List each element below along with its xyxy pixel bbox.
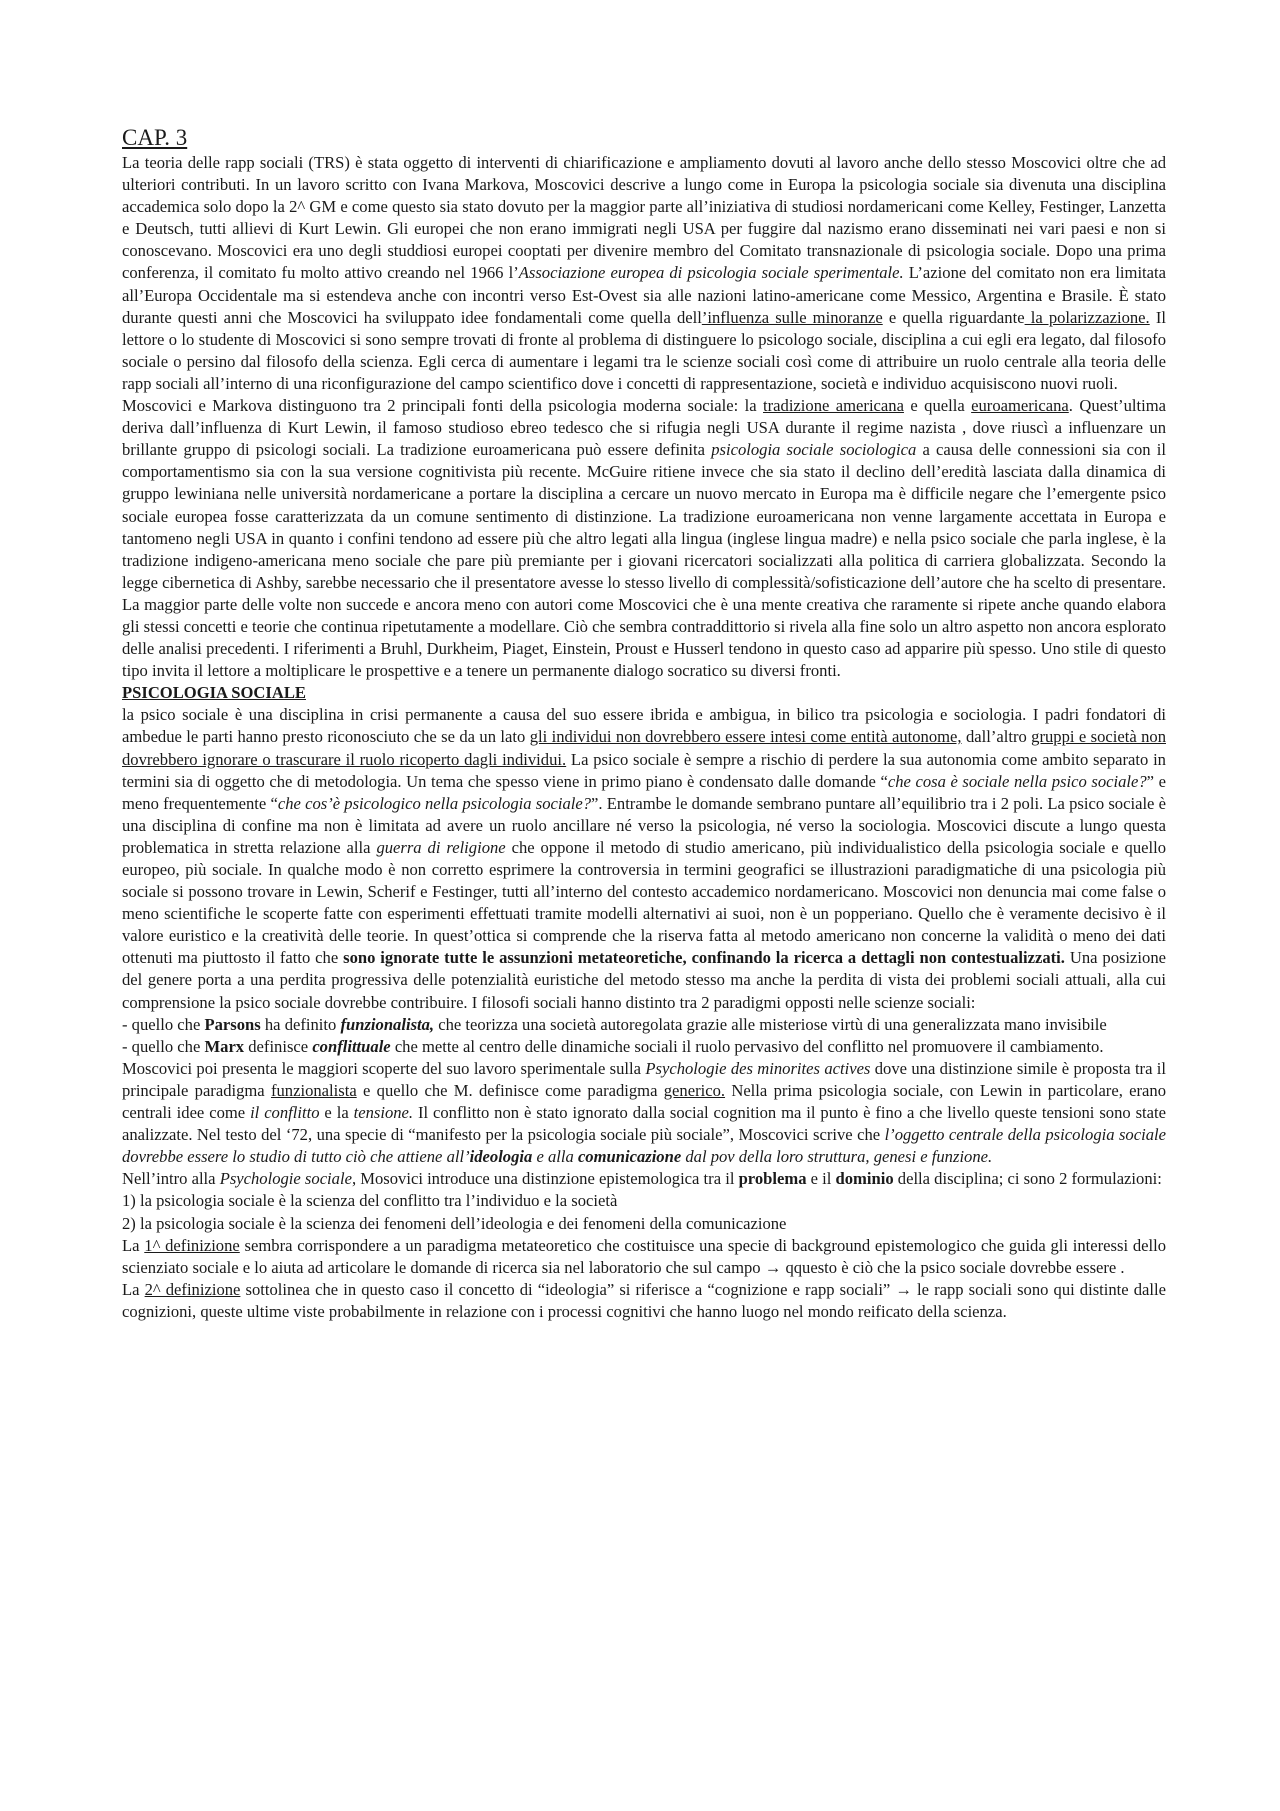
text-run: 2) la psicologia sociale è la scienza dei fenomeni dell’ideologia e dei fenomeni della comunicazione [122,1213,787,1233]
text-run: Psychologie des minorites actives [645,1058,871,1078]
text-run: Marx [204,1036,245,1056]
text-run: l’oggetto centrale della psicologia sociale dovrebbe essere lo studio di tutto ciò che attiene all’ [122,1125,1166,1167]
text-run: La teoria delle rapp sociali (TRS) è stata oggetto di interventi di chiarificazione e ampliamento dovuti al lavoro anche dello stesso Moscovici oltre che ad ulteriori contributi. In un lavoro scritto con Ivana Markova, Moscovici descrive a lungo come in Europa la psicologia sociale sia divenuta una disciplina accademica solo dopo la 2^ GM e come questo sia stato dovuto per la maggior parte all’iniziativa di studiosi nordamericani come Kelley, Festinger, Lanzetta e Deutsch, tutti allievi di Kurt Lewin. Gli europei che non erano immigrati negli USA per fuggire dal nazismo erano disseminati nei vari paesi e non si conoscevano. Moscovici era uno degli studdiosi europei cooptati per divenire membro del Comitato transnazionale di psicologia sociale. Dopo una prima conferenza, il comitato fu molto attivo creando nel 1966 l’ [122,153,1166,283]
text-run: Il conflitto non è stato ignorato dalla social cognition ma il punto è fino a che livello queste tensioni sono state analizzate. Nel testo del ‘72, una specie di “manifesto per la psicologia sociale più sociale”, Moscovici scrive che [122,1103,1166,1145]
intro-paragraph-1 [122,152,1166,395]
text-run: Nell’intro alla [122,1169,220,1189]
paradigm-item-parsons [122,1014,1166,1036]
text-run: La [122,1279,145,1299]
text-run: La psico sociale è sempre a rischio di perdere la sua autonomia come ambito separato in termini sia di oggetto che di metodologia. Un tema che spesso viene in primo piano è condensato dalle domande “ [122,749,1166,791]
text-run: dall’altro [961,727,1032,747]
text-run: ideologia [469,1147,533,1167]
text-run: psicologia sociale sociologica [711,440,917,460]
text-run: Moscovici poi presenta le maggiori scoperte del suo lavoro sperimentale sulla [122,1058,646,1078]
text-run: Il lettore o lo studente di Moscovici si sono sempre trovati di fronte al problema di distinguere lo psicologo sociale, disciplina a cui egli era legato, dal filosofo sociale o persino dal filosofo della scienza. Egli cerca di aumentare i legami tra le scienze sociali così come di attribuire un ruolo centrale alla teoria delle rapp sociali all’interno di una riconfigurazione del campo scientifico dove i concetti di rappresentazione, società e individuo acquisiscono nuovi ruoli. [122,307,1166,393]
text-run: Nella prima psicologia sociale, con Lewin in particolare, erano centrali idee come [122,1080,1167,1123]
text-run: 1) la psicologia sociale è la scienza del conflitto tra l’individuo e la società [122,1191,618,1211]
text-run: guerra di religione [376,837,506,857]
text-run: 1^ definizione [144,1235,240,1255]
text-run: la polarizzazione. [1024,307,1150,327]
text-run: funzionalista, [340,1014,435,1034]
chapter-title: CAP. 3 [122,125,188,150]
text-run: problema [738,1169,807,1189]
definition-paragraph-1 [122,1235,1166,1279]
text-run: e quella riguardante [882,307,1025,327]
text-run: e il [806,1169,836,1189]
text-run: che cos’è psicologico nella psicologia sociale? [277,793,592,813]
section-paragraph-1 [122,704,1166,1013]
text-run: comunicazione [577,1147,682,1167]
text-run: Parsons [204,1014,261,1034]
text-run: dove una distinzione simile è proposta tra il principale paradigma [122,1058,1167,1100]
text-run: ”. Entrambe le domande sembrano puntare all’equilibrio tra i 2 poli. La psico sociale è una disciplina di confine ma non è limitata ad avere un ruolo ancillare né verso la psicologia, né verso la sociologia. Moscovici discute a lungo questa problematica in stretta relazione alla [122,793,1166,857]
text-run: conflittuale [312,1036,391,1056]
definition-paragraph-2 [122,1279,1166,1323]
text-run: la psico sociale è una disciplina in crisi permanente a causa del suo essere ibrida e ambigua, in bilico tra psicologia e sociologia. I padri fondatori di ambedue le parti hanno presto riconosciuto che se da un lato [122,705,1166,747]
text-run: definisce [244,1036,313,1056]
text-run: e alla [532,1147,578,1167]
text-run: il conflitto [250,1103,320,1123]
text-run: ” e meno frequentemente “ [122,771,1166,813]
text-run: gli individui non dovrebbero essere intesi come entità autonome, [529,727,962,747]
text-run: La [122,1235,145,1255]
text-run: a causa delle connessioni sia con il comportamentismo sia con la sua versione cognitivista più recente. McGuire ritiene invece che sia stato il declino dell’eredità lasciata dalla dinamica di gruppo lewiniana nelle università nordamericane a portare la disciplina a cercare un nuovo mercato in Europa ma è difficile negare che l’emergente psico sociale europea fosse caratterizzata da un comune sentimento di distinzione. La tradizione euroamericana non venne largamente accettata in Europa e tantomeno negli USA in quanto i confini tendono ad essere più che altro legati alla lingua (inglese lingua madre) e nella psico sociale che parla inglese, è la tradizione indigeno-americana meno sociale che pare più premiante per i giovani ricercatori socializzati alla politica di carriera globalizzata. Secondo la legge cibernetica di Ashby, sarebbe necessario che il presentatore avesse lo stesso livello di complessità/sofisticazione dell’autore che ha scelto di presentare. La maggior parte delle volte non succede e ancora meno con autori come Moscovici che è una mente creativa che raramente si ripete anche quando elabora gli stessi concetti e teorie che continua ripetutamente a modellare. Ciò che sembra contraddittorio si rivela alla fine solo un altro aspetto non ancora esplorato delle analisi precedenti. I riferimenti a Bruhl, Durkheim, Piaget, Einstein, Proust e Husserl tendono in questo caso ad apparire più spesso. Uno stile di questo tipo invita il lettore a moltiplicare le prospettive e a tenere un permanente dialogo socratico su diversi fronti. [122,440,1167,681]
text-run: , Mosovici introduce una distinzione epistemologica tra il [351,1169,739,1189]
text-run: Una posizione del genere porta a una perdita progressiva delle potenzialità euristiche del metodo stesso ma anche la perdita di vista dei problemi sociali attuali, alla cui comprensione la psico sociale dovrebbe contribuire. I filosofi sociali hanno distinto tra 2 paradigmi opposti nelle scienze sociali: [122,948,1166,1012]
text-run: ha definito [260,1014,341,1034]
text-run: Psychologie sociale [219,1169,352,1189]
text-run: dominio [835,1169,894,1189]
text-run: e quella [903,396,972,416]
text-run: che teorizza una società autoregolata grazie alle misteriose virtù di una generalizzata mano invisibile [434,1014,1107,1034]
text-run: L’azione del comitato non era limitata all’Europa Occidentale ma si estendeva anche con incontri verso Est-Ovest sia alle nazioni latino-americane come Messico, Argentina e Brasile. È stato durante questi anni che Moscovici ha sviluppato idee fondamentali come quella dell [122,263,1167,327]
text-run: tensione. [353,1103,414,1123]
formulation-item-2 [122,1213,1166,1235]
text-run: Moscovici e Markova distinguono tra 2 principali fonti della psicologia moderna sociale: la [122,396,764,416]
text-run: sottolinea che in questo caso il concetto di “ideologia” si riferisce a “cognizione e rapp sociali” → le rapp sociali sono qui distinte dalle cognizioni, queste ultime viste probabilmente in relazione con i processi cognitivi che hanno luogo nel mondo reificato della scienza. [122,1279,1166,1321]
text-run: funzionalista [270,1080,357,1100]
text-run: sono ignorate tutte le assunzioni metateoretiche, confinando la ricerca a dettagli non contestualizzati. [343,948,1065,968]
section-paragraph-minorities [122,1058,1166,1168]
text-run: euroamericana [971,396,1069,416]
document-page [122,124,1166,1323]
intro-paragraph-2 [122,395,1166,682]
text-run: generico. [663,1080,726,1100]
text-run: 2^ definizione [144,1279,241,1299]
text-run: e la [319,1103,354,1123]
text-run: - quello che [122,1036,205,1056]
text-run: della disciplina; ci sono 2 formulazioni: [893,1169,1162,1189]
text-run: dal pov della loro struttura, genesi e funzione. [681,1147,993,1167]
section-paragraph-intro [122,1168,1166,1190]
text-run: sembra corrispondere a un paradigma metateoretico che costituisce una specie di background epistemologico che guida gli interessi dello scienziato sociale e lo aiuta ad articolare le domande di ricerca sia nel laboratorio che sul campo → qquesto è ciò che la psico sociale dovrebbe essere . [122,1235,1167,1277]
formulation-item-1 [122,1190,1166,1212]
text-run: . Quest’ultima deriva dall’influenza di Kurt Lewin, il famoso studioso ebreo tedesco che si rifugia negli USA durante il regime nazista , dove riuscì a influenzare un brillante gruppo di psicologi sociali. La tradizione euroamericana può essere definita [122,396,1166,460]
text-run: che mette al centro delle dinamiche sociali il ruolo pervasivo del conflitto nel promuovere il cambiamento. [390,1036,1104,1056]
text-run: - quello che [122,1014,205,1034]
text-run: tradizione americana [763,396,904,416]
text-run: ’influenza sulle minoranze [701,307,883,327]
text-run: Associazione europea di psicologia sociale sperimentale. [518,263,904,283]
text-run: che oppone il metodo di studio americano, più individualistico della psicologia sociale e quello europeo, più sociale. In qualche modo è non corretto esprimere la controversia in termini geografici se illustrazioni paradigmatiche di una psicologia più sociale si possono trovare in Lewin, Scherif e Festinger, tutti all’interno del contesto accademico nordamericano. Moscovici non denuncia mai come false o meno scientifiche le scoperte fatte con esperimenti effettuati tramite modelli alternativi ai suoi, non è un popperiano. Quello che è veramente decisivo è il valore euristico e la creatività delle teorie. In quest’ottica si comprende che la riserva fatta al metodo americano non concerne la validità o meno dei dati ottenuti ma piuttosto il fatto che [122,837,1167,968]
text-run: e quello che M. definisce come paradigma [356,1080,664,1100]
text-run: che cosa è sociale nella psico sociale? [887,771,1147,791]
paradigm-item-marx [122,1036,1166,1058]
section-title: PSICOLOGIA SOCIALE [122,683,306,703]
text-run: gruppi e società non dovrebbero ignorare o trascurare il ruolo ricoperto dagli individui. [122,727,1166,769]
